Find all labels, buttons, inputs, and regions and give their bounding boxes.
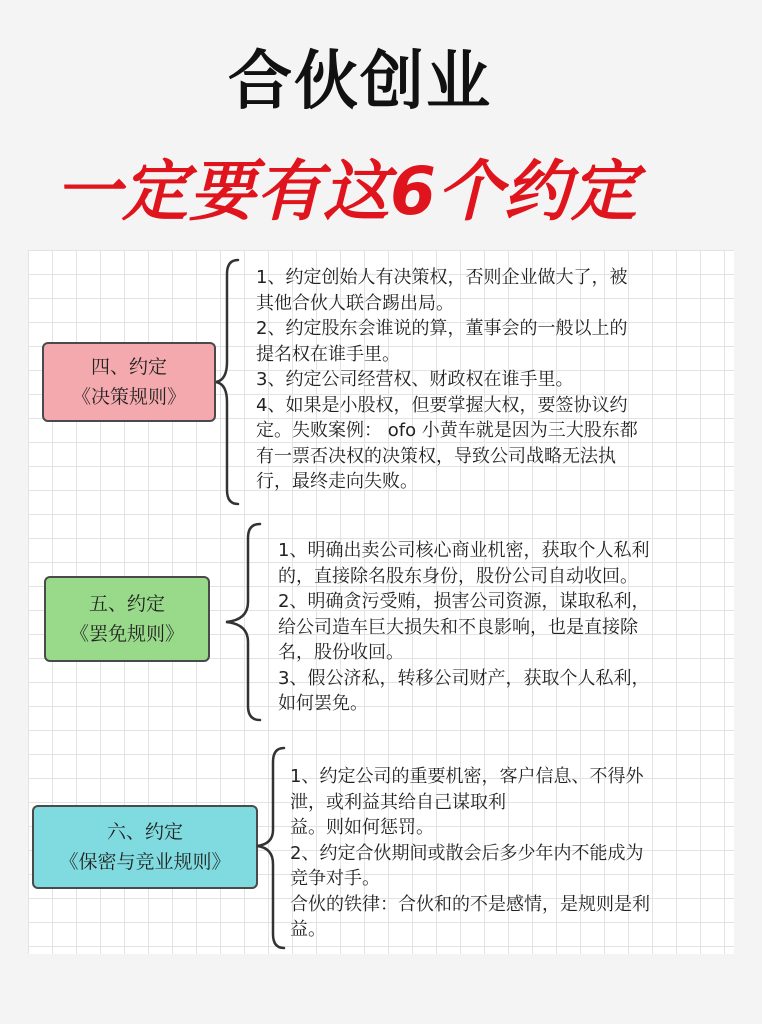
content-line: 给公司造车巨大损失和不良影响，也是直接除 <box>278 616 638 638</box>
content-line: 竞争对手。 <box>290 868 380 889</box>
section-box-confidentiality-rules <box>32 805 258 889</box>
section-title: 五、约定 <box>88 593 165 615</box>
content-line: 2、约定股东会谁说的算，董事会的一般以上的 <box>256 318 628 339</box>
section-box-dismissal-rules <box>44 576 210 662</box>
content-line: 如何罢免。 <box>278 693 368 714</box>
content-line: 合伙的铁律：合伙和的不是感情，是规则是利 <box>290 893 650 915</box>
mindmap-paper <box>28 250 734 954</box>
content-line: 1、约定公司的重要机密，客户信息、不得外 <box>290 766 644 787</box>
page-title: 合伙创业 <box>228 45 492 119</box>
content-line: 其他合伙人联合踢出局。 <box>256 292 454 314</box>
page-subtitle: 一定要有这6个约定 <box>55 153 638 230</box>
content-line: 的，直接除名股东身份，股份公司自动收回。 <box>278 565 638 587</box>
content-line: 提名权在谁手里。 <box>256 343 400 365</box>
section-subtitle: 《保密与竞业规则》 <box>59 851 231 873</box>
content-line: 有一票否决权的决策权，导致公司战略无法执 <box>256 445 616 467</box>
section-content-list <box>290 764 730 943</box>
content-line: 益。 <box>290 919 326 940</box>
content-line: 1、约定创始人有决策权，否则企业做大了，被 <box>256 267 628 288</box>
section-box-decision-rules <box>42 342 216 422</box>
content-line: 3、约定公司经营权、财政权在谁手里。 <box>256 369 574 390</box>
content-line: 4、如果是小股权，但要掌握大权，要签协议约 <box>256 394 628 416</box>
brace-icon <box>222 522 272 722</box>
content-line: 2、约定合伙期间或散会后多少年内不能成为 <box>290 842 644 864</box>
brace-icon <box>254 746 294 950</box>
section-title: 四、约定 <box>90 356 167 378</box>
content-line: 泄，或利益其给自己谋取利 <box>290 791 506 813</box>
section-subtitle: 《罢免规则》 <box>69 623 184 645</box>
section-title: 六、约定 <box>106 821 183 843</box>
content-line: 名，股份收回。 <box>278 642 404 663</box>
section-content-list <box>256 265 726 495</box>
content-line: 3、假公济私，转移公司财产，获取个人私利， <box>278 667 650 689</box>
content-line: 益。则如何惩罚。 <box>290 817 434 838</box>
content-line: 1、明确出卖公司核心商业机密，获取个人私利 <box>278 540 650 561</box>
content-line: 2、明确贪污受贿，损害公司资源，谋取私利， <box>278 591 650 612</box>
section-content-list <box>278 538 728 717</box>
content-line: 行，最终走向失败。 <box>256 471 418 492</box>
section-subtitle: 《决策规则》 <box>71 386 186 408</box>
content-line: 定。失败案例： ofo 小黄车就是因为三大股东都 <box>256 420 638 441</box>
brace-icon <box>214 258 254 506</box>
